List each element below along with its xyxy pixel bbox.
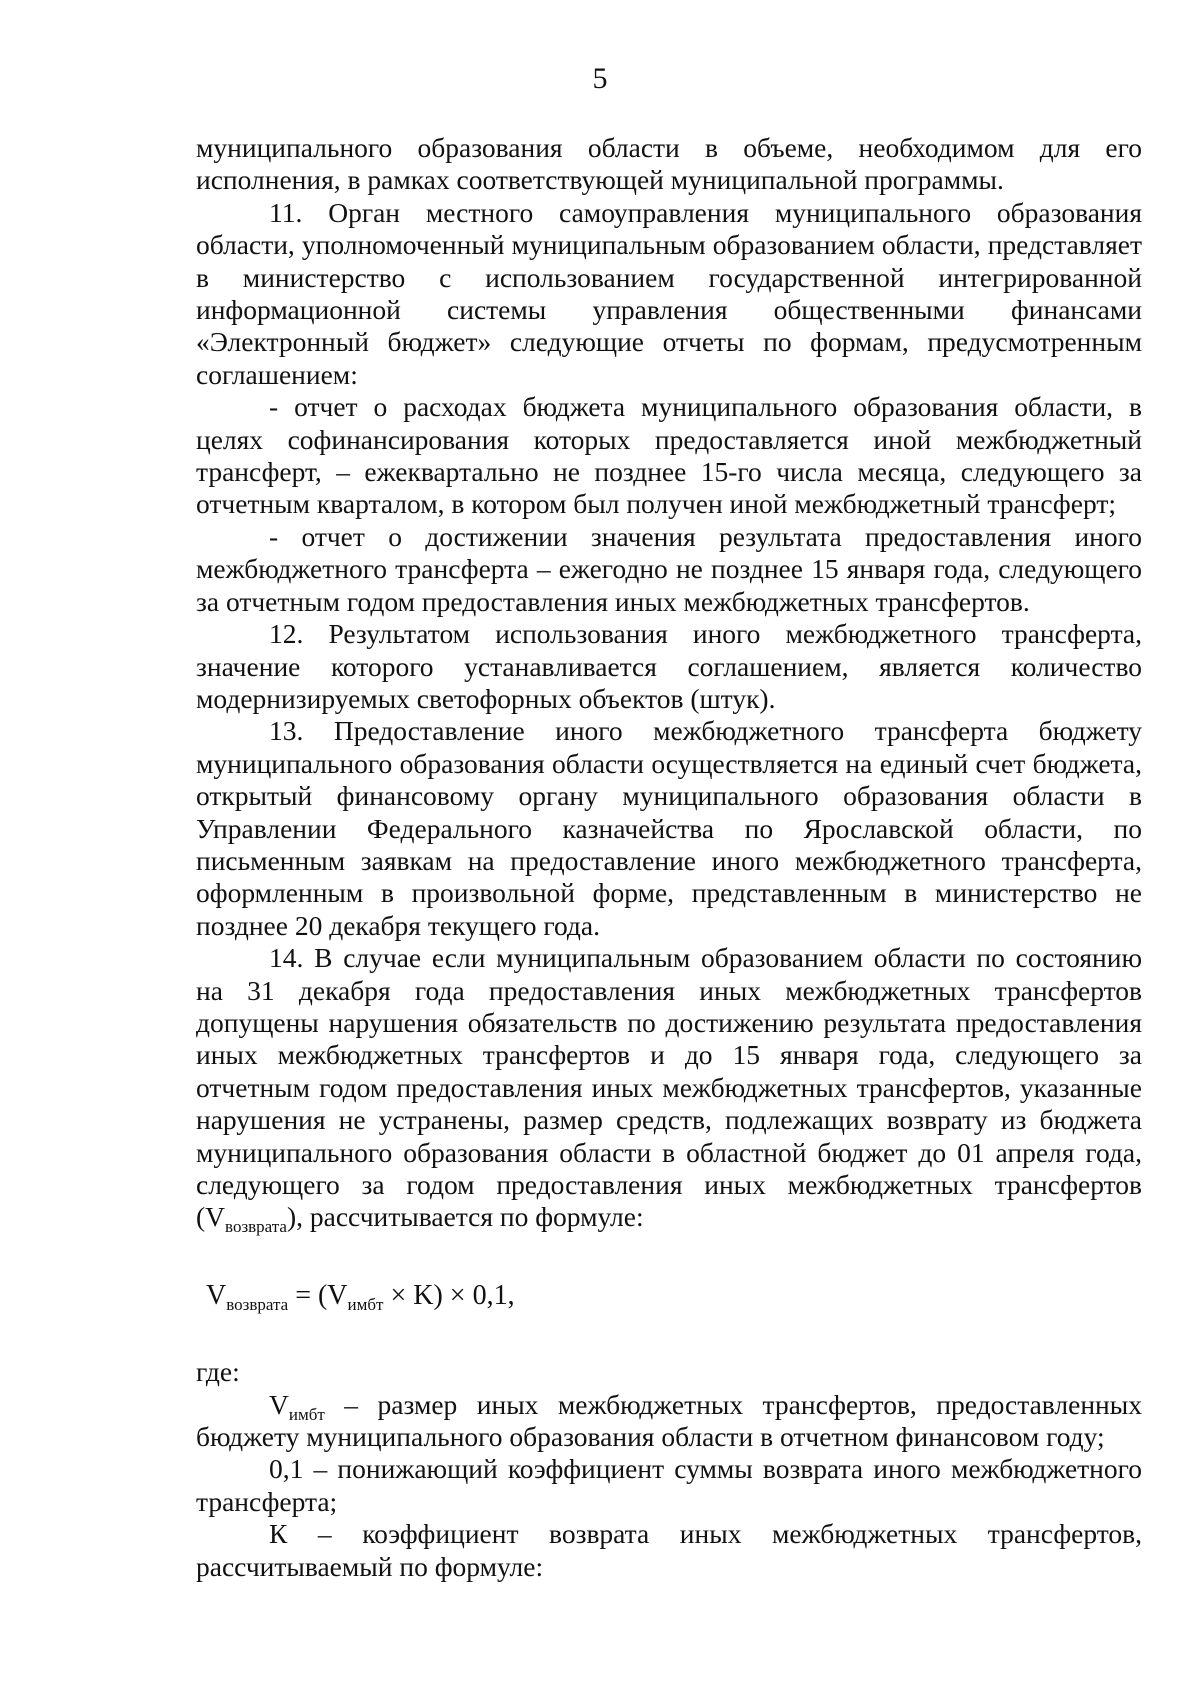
formula-lhs-subscript: возврата [226,1294,289,1314]
paragraph-item-12: 12. Результатом использования иного межбюджетного трансферта, значение которого устанавливается соглашением, является количество модернизируемых светофорных объектов (штук). [196,618,1142,714]
paragraph-continuation: муниципального образования области в объеме, необходимом для его исполнения, в рамках соответствующей муниципальной программы. [196,132,1142,196]
formula-rest: × K) × 0,1, [383,1279,515,1311]
formula-return-amount [196,1280,1142,1312]
definition-v-imbt [196,1389,1142,1454]
page-number: 5 [592,62,608,95]
def1-subscript: имбт [288,1404,325,1424]
where-label: где: [196,1356,240,1388]
paragraph-report-result: - отчет о достижении значения результата предоставления иного межбюджетного трансферта – ежегодно не позднее 15 января года, следующего за отчетным годом предоставления иных межбюджетных трансфертов. [196,520,1142,617]
item-14-subscript: возврата [225,1217,287,1237]
paragraph-item-14 [196,942,1142,1237]
formula-mid-subscript: имбт [347,1294,384,1314]
def1-text: – размер иных межбюджетных трансфертов, предоставленных бюджету муниципального образования области в отчетном финансовом году; [196,1388,1142,1453]
paragraph-item-11: 11. Орган местного самоуправления муниципального образования области, уполномоченный муниципальным образованием области, представляет в министерство с использованием государственной интегрированной информационной системы управления общественными финансами «Электронный бюджет» следующие отчеты по формам, предусмотренным соглашением: [196,196,1142,390]
formula-eq: = (V [288,1279,348,1311]
def1-symbol: V [269,1388,289,1420]
paragraph-item-13: 13. Предоставление иного межбюджетного трансферта бюджету муниципального образования области осуществляется на единый счет бюджета, открытый финансовому органу муниципального образования области в Управлении Федерального казначейства по Ярославской области, по письменным заявкам на предоставление иного межбюджетного трансферта, оформленным в произвольной форме, представленным в министерство не позднее 20 декабря текущего года. [196,715,1142,941]
paragraph-report-expenses: - отчет о расходах бюджета муниципального образования области, в целях софинансирования которых предоставляется иной межбюджетный трансферт, – ежеквартально не позднее 15-го числа месяца, следующего за отчетным кварталом, в котором был получен иной межбюджетный трансферт; [196,391,1142,520]
item-14-text: 14. В случае если муниципальным образованием области по состоянию на 31 декабря года предоставления иных межбюджетных трансфертов допущены нарушения обязательств по достижению результата предоставления иных межбюджетных трансфертов и до 15 января года, следующего за отчетным годом предоставления иных межбюджетных трансфертов, указанные нарушения не устранены, размер средств, подлежащих возврату из бюджета муниципального образования области в областной бюджет до 01 апреля года, следующего за годом предоставления иных межбюджетных трансфертов (V [196,942,1142,1233]
document-body [196,132,1142,1583]
definition-coefficient-k: К – коэффициент возврата иных межбюджетных трансфертов, рассчитываемый по формуле: [196,1518,1142,1582]
definition-coefficient-0-1: 0,1 – понижающий коэффициент суммы возврата иного межбюджетного трансферта; [196,1453,1142,1517]
item-14-text-end: ), рассчитывается по формуле: [286,1201,644,1233]
formula-lhs: V [206,1279,227,1311]
